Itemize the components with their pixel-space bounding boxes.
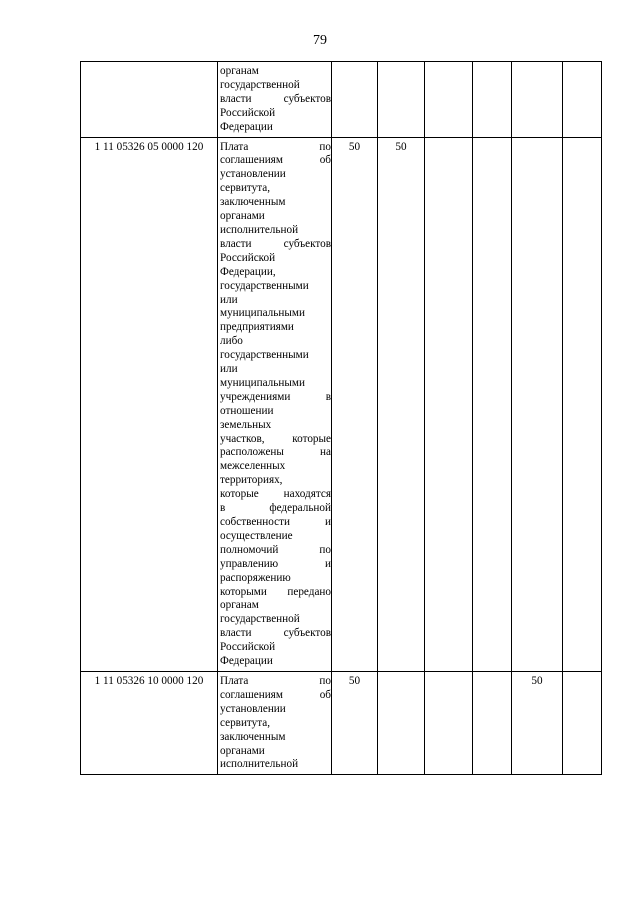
amount-cell: 50 (332, 671, 378, 774)
income-name-line: сервитута, (220, 716, 271, 729)
income-name-line: распоряжению (220, 571, 291, 584)
income-name-line: соглашениям об (220, 154, 331, 167)
income-name-line: органам (220, 599, 259, 612)
income-name-line: участков, которые (220, 432, 331, 445)
amount-cell (563, 671, 602, 774)
income-name-line: которыми передано (220, 585, 331, 598)
income-name-line: Российской (220, 251, 276, 264)
budget-table (80, 61, 602, 775)
amount-cell (425, 62, 473, 138)
budget-table-body (81, 62, 602, 775)
income-name-line: либо (220, 335, 243, 348)
income-name-line: государственной (220, 78, 300, 91)
amount-cell (332, 62, 378, 138)
income-name-line: управлению и (220, 557, 331, 570)
income-name-line: Федерации (220, 120, 273, 133)
income-name-line: Российской (220, 106, 276, 119)
amount-cell (563, 137, 602, 671)
income-name-cell (218, 62, 332, 138)
income-name-line: исполнительной (220, 758, 299, 771)
income-name-line: Плата по (220, 140, 331, 153)
budget-code-cell (81, 62, 218, 138)
income-name-line: органами (220, 744, 265, 757)
table-row (81, 671, 602, 774)
income-name-line: установлении (220, 702, 286, 715)
income-name-line: государственными (220, 279, 309, 292)
income-name-line: или (220, 363, 238, 376)
amount-cell (378, 62, 425, 138)
amount-cell (512, 62, 563, 138)
income-name-line: заключенным (220, 196, 286, 209)
income-name-line: Федерации, (220, 265, 276, 278)
income-name-line: установлении (220, 168, 286, 181)
income-name-line: органами (220, 210, 265, 223)
income-name-line: власти субъектов (220, 92, 331, 105)
income-name-line: муниципальными (220, 307, 305, 320)
income-name-line: собственности и (220, 516, 331, 528)
income-name-line: органам (220, 65, 259, 77)
income-name-line: сервитута, (220, 182, 271, 195)
income-name-line: государственной (220, 613, 300, 626)
income-name-line: соглашениям об (220, 688, 331, 701)
income-name-line: заключенным (220, 730, 286, 743)
amount-cell (473, 137, 512, 671)
amount-cell: 50 (332, 137, 378, 671)
amount-cell (473, 671, 512, 774)
income-name-line: государственными (220, 349, 309, 362)
amount-cell (425, 671, 473, 774)
income-name-line: в федеральной (220, 502, 331, 515)
income-name-line: межселенных (220, 460, 286, 473)
income-name-line: или (220, 293, 238, 306)
income-name-line: Российской (220, 641, 276, 654)
income-name-line: муниципальными (220, 376, 305, 389)
table-row (81, 137, 602, 671)
income-name-cell (218, 671, 332, 774)
income-name-line: расположены на (220, 446, 331, 459)
income-name-line: учреждениями в (220, 390, 331, 403)
income-name-line: земельных (220, 418, 272, 431)
income-name-line: Плата по (220, 674, 331, 687)
income-name-line: полномочий по (220, 543, 331, 556)
page-number: 79 (313, 33, 327, 48)
amount-cell (425, 137, 473, 671)
income-name-line: исполнительной (220, 223, 299, 236)
budget-code-cell: 1 11 05326 05 0000 120 (81, 137, 218, 671)
amount-cell (512, 137, 563, 671)
amount-cell: 50 (512, 671, 563, 774)
income-name-line: предприятиями (220, 321, 294, 334)
income-name-cell (218, 137, 332, 671)
amount-cell (473, 62, 512, 138)
amount-cell (378, 671, 425, 774)
income-name-line: осуществление (220, 529, 293, 542)
budget-code-cell: 1 11 05326 10 0000 120 (81, 671, 218, 774)
income-name-line: территориях, (220, 474, 283, 487)
amount-cell (563, 62, 602, 138)
income-name-line: власти субъектов (220, 237, 331, 250)
income-name-line: власти субъектов (220, 627, 331, 640)
income-name-line: Федерации (220, 655, 273, 668)
income-name-line: которые находятся (220, 488, 331, 501)
amount-cell: 50 (378, 137, 425, 671)
table-row (81, 62, 602, 138)
income-name-line: отношении (220, 404, 274, 417)
